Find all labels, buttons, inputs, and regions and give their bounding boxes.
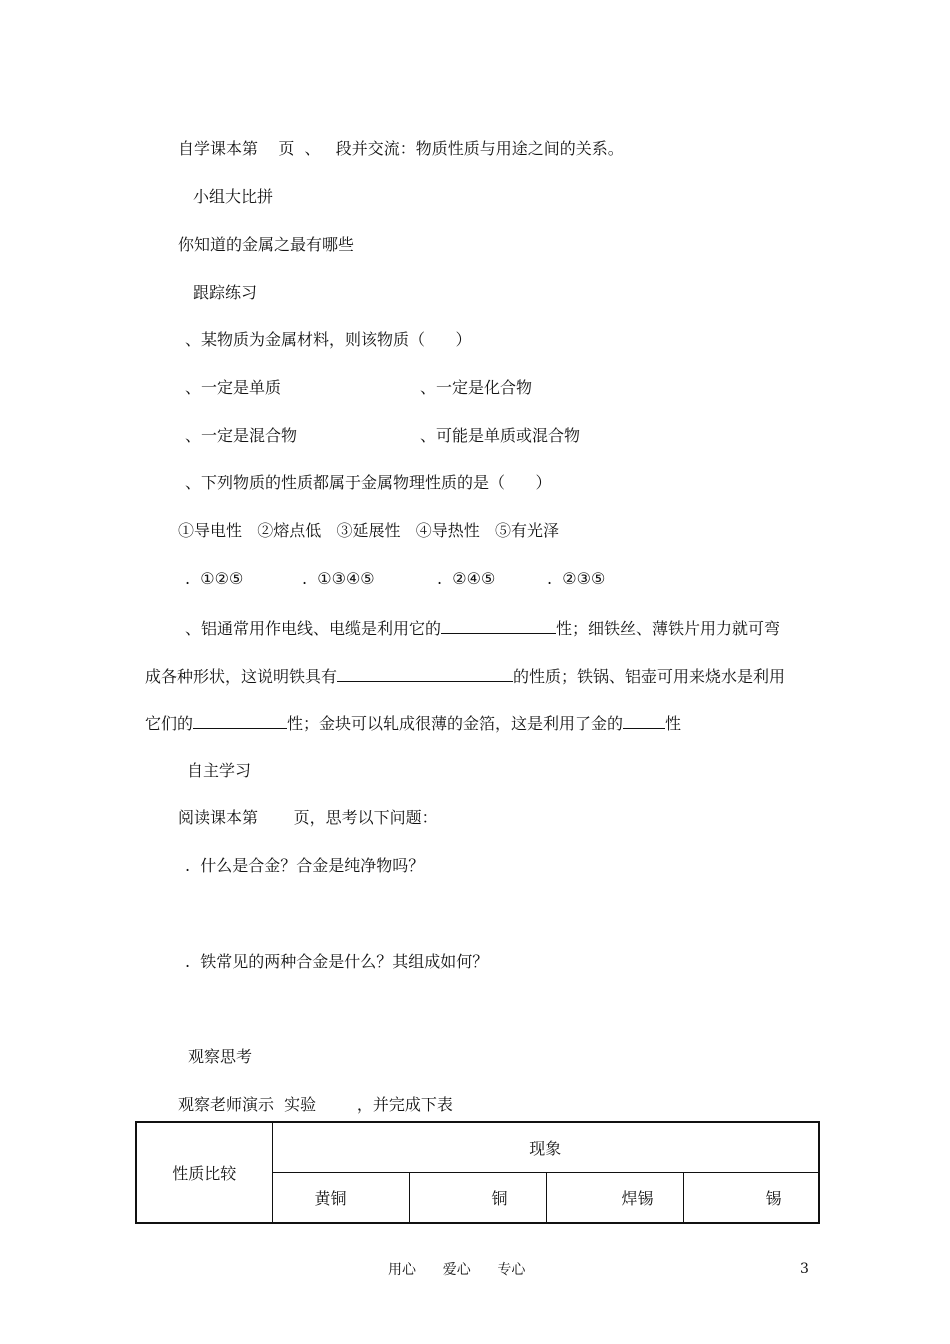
q3-line3-a: 它们的 xyxy=(145,714,194,733)
q3-line3-b: 性；金块可以轧成很薄的金箔，这是利用了金的 xyxy=(287,714,624,733)
table-cell-copper: 铜 xyxy=(409,1172,546,1223)
q3-line-1 xyxy=(185,617,780,639)
table-cell-solder: 焊锡 xyxy=(546,1172,683,1223)
table-cell-brass: 黄铜 xyxy=(272,1172,409,1223)
study-question-1: . 什么是合金？合金是纯净物吗？ xyxy=(185,856,425,875)
intro-line: 自学课本第 页 、 段并交流：物质性质与用途之间的关系。 xyxy=(178,139,624,158)
read-instruction: 阅读课本第 页，思考以下问题： xyxy=(178,808,438,827)
table-group-header: 现象 xyxy=(272,1122,819,1172)
q3-blank-3 xyxy=(193,712,287,729)
q1-stem: 、某物质为金属材料，则该物质（ ） xyxy=(185,330,472,349)
q1-option-a: 、一定是单质 xyxy=(185,378,282,397)
q2-stem: 、下列物质的性质都属于金属物理性质的是（ ） xyxy=(185,473,552,492)
property-comparison-table xyxy=(135,1121,820,1224)
observe-instruction: 观察老师演示 实验 ，并完成下表 xyxy=(178,1095,453,1114)
table-header-row xyxy=(136,1122,819,1172)
practice-heading: 跟踪练习 xyxy=(193,283,258,302)
q3-line1-b: 性；细铁丝、薄铁片用力就可弯 xyxy=(556,619,781,638)
q3-blank-1 xyxy=(441,617,556,634)
footer-motto: 用心 爱心 专心 xyxy=(388,1262,526,1278)
q3-line-2 xyxy=(145,665,785,687)
q1-option-d: 、可能是单质或混合物 xyxy=(420,426,581,445)
group-heading: 小组大比拼 xyxy=(193,187,274,206)
q3-blank-4 xyxy=(623,712,665,729)
question-superlatives: 你知道的金属之最有哪些 xyxy=(178,235,355,254)
table-row-header: 性质比较 xyxy=(136,1122,272,1223)
q2-choice-a: . ①②⑤ xyxy=(185,569,244,588)
q3-line2-a: 成各种形状，这说明铁具有 xyxy=(145,667,338,686)
study-question-2: . 铁常见的两种合金是什么？其组成如何？ xyxy=(185,952,489,971)
q3-line2-b: 的性质；铁锅、铝壶可用来烧水是利用 xyxy=(513,667,786,686)
q3-line1-a: 、铝通常用作电线、电缆是利用它的 xyxy=(185,619,442,638)
q2-choice-d: . ②③⑤ xyxy=(547,569,606,588)
page-number: 3 xyxy=(800,1261,809,1277)
table-cell-tin: 锡 xyxy=(683,1172,819,1223)
q3-line-3 xyxy=(145,712,681,734)
self-study-heading: 自主学习 xyxy=(187,761,252,780)
q2-properties: ①导电性 ②熔点低 ③延展性 ④导热性 ⑤有光泽 xyxy=(178,521,560,540)
q3-line3-c: 性 xyxy=(665,714,682,733)
q1-option-b: 、一定是化合物 xyxy=(420,378,533,397)
observe-heading: 观察思考 xyxy=(188,1047,253,1066)
q1-option-c: 、一定是混合物 xyxy=(185,426,298,445)
q2-choice-c: . ②④⑤ xyxy=(437,569,496,588)
q3-blank-2 xyxy=(337,665,513,682)
q2-choice-b: . ①③④⑤ xyxy=(302,569,375,588)
